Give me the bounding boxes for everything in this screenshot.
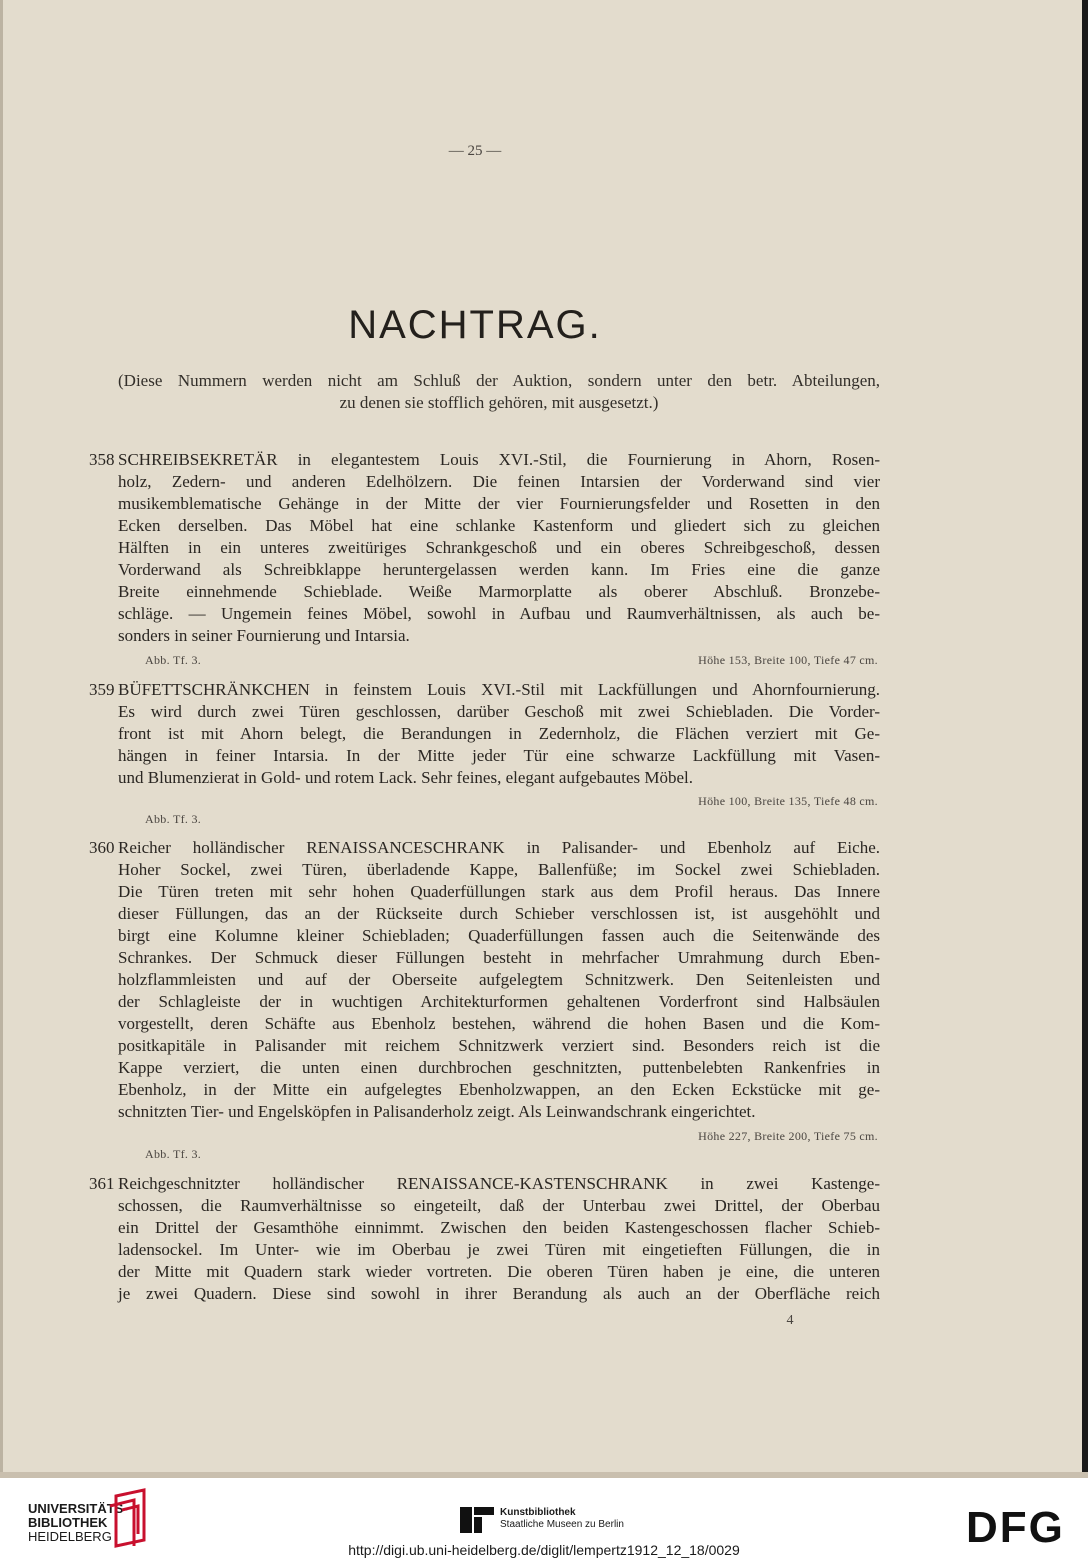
entry-line: Ecken derselben. Das Möbel hat eine schlanke Kastenform und gliedert sich zu gleichen [118, 516, 880, 535]
entry-abb: Abb. Tf. 3. [145, 1147, 202, 1161]
entry-line: ladensockel. Im Unter- wie im Oberbau je zwei Türen mit eingetieften Füllungen, die in [118, 1240, 880, 1259]
entry-line: schossen, die Raumverhältnisse so eingeteilt, daß der Unterbau zwei Drittel, der Oberbau [118, 1196, 880, 1215]
entry-number: 359 [89, 680, 115, 699]
entry-line: Reicher holländischer RENAISSANCESCHRANK in Palisander- und Ebenholz auf Eiche. [118, 838, 880, 857]
entry-line: dieser Füllungen, das an der Rückseite durch Schieber verschlossen ist, ist ausgehöhlt und [118, 904, 880, 923]
entry-line: schnitzten Tier- und Engelsköpfen in Palisanderholz zeigt. Als Leinwandschrank eingerichtet. [118, 1102, 756, 1121]
kb-line: Kunstbibliothek [500, 1507, 576, 1518]
entry-number: 360 [89, 838, 115, 857]
entry-line: schläge. — Ungemein feines Möbel, sowohl in Aufbau und Raumverhältnissen, als auch be- [118, 604, 880, 623]
page-title: NACHTRAG. [348, 303, 602, 347]
scan-edge-left [0, 0, 3, 1478]
entry-line: vorgestellt, deren Schäfte aus Ebenholz bestehen, während die hohen Basen und die Kom- [118, 1014, 880, 1033]
entry-line: Es wird durch zwei Türen geschlossen, darüber Geschoß mit zwei Schiebladen. Die Vorder- [118, 702, 880, 721]
entry-line: holzflammleisten und auf der Oberseite aufgelegtem Schnitzwerk. Den Seitenleisten und [118, 970, 880, 989]
entry-abb: Abb. Tf. 3. [145, 812, 202, 826]
entry-line: Ebenholz, in der Mitte ein aufgelegtes Ebenholzwappen, an den Ecken Eckstücke mit ge- [118, 1080, 880, 1099]
kunstbibliothek-wordmark[interactable] [500, 1507, 624, 1531]
entry-number: 358 [89, 450, 115, 469]
subtitle-line: (Diese Nummern werden nicht am Schluß der Auktion, sondern unter den betr. Abteilungen, [118, 371, 880, 390]
entry-dimensions: Höhe 227, Breite 200, Tiefe 75 cm. [698, 1129, 878, 1143]
ub-line: BIBLIOTHEK [28, 1515, 108, 1530]
page-number: — 25 — [448, 143, 502, 159]
entry-line: positkapitäle in Palisander mit reichem Schnitzwerk verziert sind. Besonders reich ist die [118, 1036, 880, 1055]
entry-line: sonders in seiner Fournierung und Intarsia. [118, 626, 410, 645]
entry-dimensions: Höhe 153, Breite 100, Tiefe 47 cm. [698, 653, 878, 667]
entry-line: ein Drittel der Gesamthöhe einnimmt. Zwischen den beiden Kastengeschossen flacher Schieb- [118, 1218, 880, 1237]
entry-line: Schrankes. Der Schmuck dieser Füllungen besteht in mehrfacher Umrahmung durch Eben- [118, 948, 880, 967]
ub-line: UNIVERSITÄTS- [28, 1501, 128, 1516]
signature-mark: 4 [786, 1313, 794, 1328]
entry-line: Kappe verziert, die unten einen durchbrochen geschnitzten, puttenbelebten Rankenfries in [118, 1058, 880, 1077]
entry-number: 361 [89, 1174, 115, 1193]
entry-line: holz, Zedern- und anderen Edelhölzern. Die feinen Intarsien der Vorderwand sind vier [118, 472, 880, 491]
entry-line: front ist mit Ahorn belegt, die Berandungen in Zedernholz, die Flächen verziert mit Ge- [118, 724, 880, 743]
entry-line: der Mitte mit Quadern stark wieder vortreten. Die oberen Türen haben je eine, die unteren [118, 1262, 880, 1281]
entry-line: Hoher Sockel, zwei Türen, überladende Kappe, Ballenfüße; im Sockel zwei Schiebladen. [118, 860, 880, 879]
kunstbibliothek-logo-icon[interactable] [460, 1507, 494, 1533]
entry-line: Breite einnehmende Schieblade. Weiße Marmorplatte als oberer Abschluß. Bronzebe- [118, 582, 880, 601]
entry-line: Reichgeschnitzter holländischer RENAISSANCE-KASTENSCHRANK in zwei Kastenge- [118, 1174, 880, 1193]
footer-bar [0, 1478, 1088, 1561]
ub-line: HEIDELBERG [28, 1529, 112, 1544]
entry-line: Hälften in ein unteres zweitüriges Schrankgeschoß und ein oberes Schreibgeschoß, dessen [118, 538, 880, 557]
entry-line: BÜFETTSCHRÄNKCHEN in feinstem Louis XVI.-Stil mit Lackfüllungen und Ahornfournierung. [118, 680, 880, 699]
scan-edge-right [1082, 0, 1088, 1478]
entry-line: je zwei Quadern. Diese sind sowohl in ihrer Berandung als auch an der Oberfläche reich [118, 1284, 880, 1303]
permalink-url[interactable]: http://digi.ub.uni-heidelberg.de/diglit/lempertz1912_12_18/0029 [348, 1542, 740, 1558]
ub-heidelberg-logo-icon[interactable] [108, 1488, 156, 1548]
entry-line: Die Türen treten mit sehr hohen Quaderfüllungen stark aus dem Profil heraus. Das Innere [118, 882, 880, 901]
entry-line: und Blumenzierat in Gold- und rotem Lack. Sehr feines, elegant aufgebautes Möbel. [118, 768, 693, 787]
entry-line: hängen in feiner Intarsia. In der Mitte jeder Tür eine schwarze Lackfüllung mit Vasen- [118, 746, 880, 765]
entry-line: birgt eine Kolumne kleiner Schiebladen; Quaderfüllungen fassen auch die Seitenwände des [118, 926, 880, 945]
entry-line: musikemblematische Gehänge in der Mitte der vier Fournierungsfelder und Rosetten in den [118, 494, 880, 513]
dfg-logo[interactable]: DFG [966, 1503, 1065, 1552]
subtitle-line: zu denen sie stofflich gehören, mit ausgesetzt.) [339, 393, 659, 412]
entry-line: SCHREIBSEKRETÄR in elegantestem Louis XVI.-Stil, die Fournierung in Ahorn, Rosen- [118, 450, 880, 469]
kb-line: Staatliche Museen zu Berlin [500, 1519, 624, 1530]
entry-line: der Schlagleiste der in wuchtigen Architekturformen gehaltenen Vorderfront sind Halbsäulen [118, 992, 880, 1011]
entry-dimensions: Höhe 100, Breite 135, Tiefe 48 cm. [698, 794, 878, 808]
entry-line: Vorderwand als Schreibklappe heruntergelassen werden kann. Im Fries eine die ganze [118, 560, 880, 579]
entry-abb: Abb. Tf. 3. [145, 653, 202, 667]
